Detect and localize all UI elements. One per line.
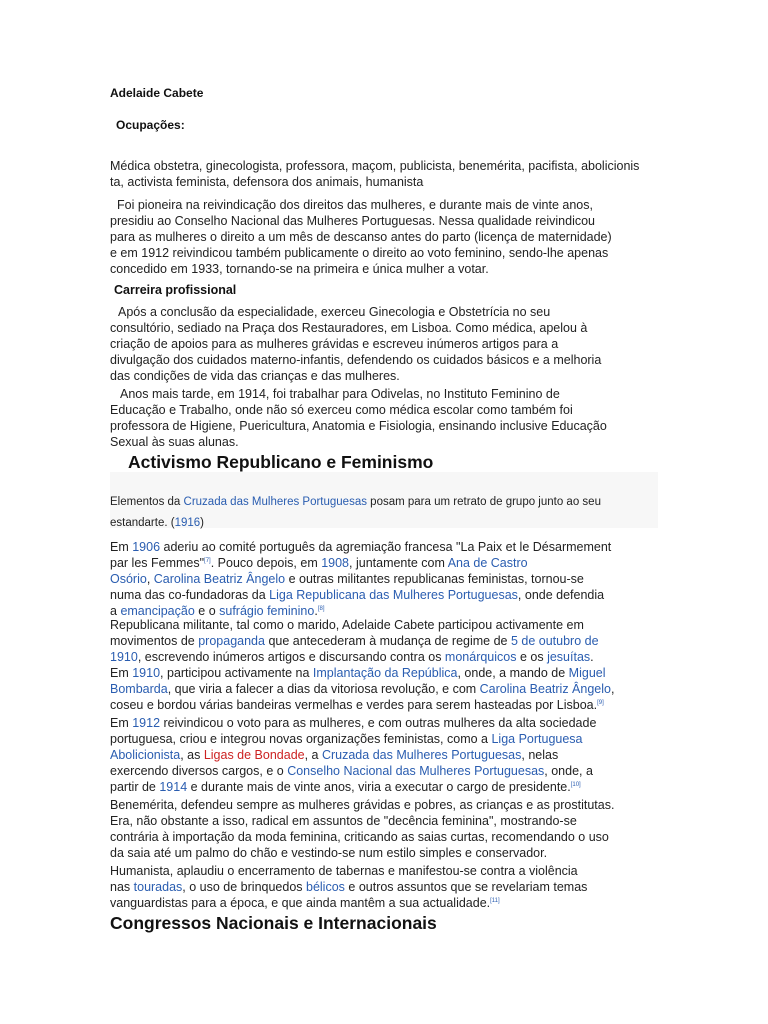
text: .: [314, 604, 318, 618]
caption-line: [110, 513, 658, 534]
text-line: [110, 697, 660, 713]
text: portuguesa, criou e integrou novas organizações feministas, como a: [110, 732, 492, 746]
text-line: Anos mais tarde, em 1914, foi trabalhar para Odivelas, no Instituto Feminino de: [120, 387, 560, 401]
link-propaganda[interactable]: propaganda: [198, 634, 265, 648]
reference-9[interactable]: [9]: [597, 699, 604, 706]
text-line: Educação e Trabalho, onde não só exerceu como médica escolar como também foi: [110, 403, 573, 417]
text: , onde, a mando de: [457, 666, 569, 680]
text: e outras militantes republicanas feministas, tornou-se: [285, 572, 584, 586]
link-bombarda[interactable]: Bombarda: [110, 682, 168, 696]
caption-line: [110, 492, 658, 513]
activism-paragraph-4: [110, 797, 660, 861]
activism-heading: Activismo Republicano e Feminismo: [128, 452, 434, 472]
text: , o uso de brinquedos: [182, 880, 306, 894]
link-abolicionista[interactable]: Abolicionista: [110, 748, 181, 762]
link-1912[interactable]: 1912: [132, 716, 161, 730]
link-osorio[interactable]: Osório: [110, 572, 147, 586]
link-5-de-outubro[interactable]: 5 de outubro de: [510, 634, 599, 648]
text-line: [110, 665, 660, 681]
caption-text: posam para um retrato de grupo junto ao seu: [366, 496, 601, 508]
link-miguel-bombarda[interactable]: Miguel: [568, 666, 606, 680]
link-liga-portuguesa[interactable]: Liga Portuguesa: [491, 732, 583, 746]
text-line: divulgação dos cuidados materno-infantis, defendendo os cuidados básicos e a melhoria: [110, 353, 602, 367]
text: , juntamente com: [349, 556, 448, 570]
reference-7[interactable]: [7]: [204, 557, 211, 564]
link-1910[interactable]: 1910: [110, 650, 138, 664]
text-line: criação de apoios para as mulheres grávidas e escreveu inúmeros artigos para a: [110, 337, 559, 351]
link-belicos[interactable]: bélicos: [306, 880, 345, 894]
text-line: [110, 633, 660, 649]
image-caption: [110, 492, 658, 534]
text: a: [110, 604, 121, 618]
link-cruzada[interactable]: Cruzada das Mulheres Portuguesas: [321, 748, 522, 762]
text-line: Benemérita, defendeu sempre as mulheres grávidas e pobres, as crianças e as prostitutas.: [110, 798, 615, 812]
link-implantacao-republica[interactable]: Implantação da República: [312, 666, 458, 680]
caption-text: ): [200, 517, 205, 529]
link-1914[interactable]: 1914: [159, 780, 188, 794]
link-ana-de-castro[interactable]: Ana de Castro: [447, 556, 528, 570]
career-paragraph-2: [110, 386, 660, 450]
text-line: da saia até um palmo do chão e vestindo-se num estilo simples e conservador.: [110, 846, 548, 860]
link-carolina-beatriz-angelo[interactable]: Carolina Beatriz Ângelo: [153, 572, 286, 586]
text-line: [110, 779, 660, 795]
text: par les Femmes": [110, 556, 205, 570]
text-line: e em 1912 reivindicou também publicamente o direito ao voto feminino, sendo-lhe apenas: [110, 246, 609, 260]
text: nas: [110, 880, 134, 894]
text-line: [110, 587, 660, 603]
text-line: Republicana militante, tal como o marido, Adelaide Cabete participou activamente em: [110, 618, 584, 632]
text-line: [110, 895, 660, 911]
text-line: professora de Higiene, Puericultura, Anatomia e Fisiologia, ensinando inclusive Educação: [110, 419, 607, 433]
text-line: consultório, sediado na Praça dos Restauradores, em Lisboa. Como médica, apelou à: [110, 321, 588, 335]
text: e os: [516, 650, 548, 664]
text: e outros assuntos que se revelariam temas: [344, 880, 588, 894]
reference-11[interactable]: [11]: [490, 897, 500, 904]
congress-heading: Congressos Nacionais e Internacionais: [110, 913, 437, 933]
activism-paragraph-2: [110, 617, 660, 713]
text-line: [110, 555, 660, 571]
text: vanguardistas para a época, e que ainda mantêm a sua actualidade.: [110, 896, 491, 910]
text-line: Após a conclusão da especialidade, exerceu Ginecologia e Obstetrícia no seu: [118, 305, 551, 319]
text: numa das co-fundadoras da: [110, 588, 270, 602]
text: partir de: [110, 780, 160, 794]
occupations-text: [110, 158, 660, 190]
page-title: Adelaide Cabete: [110, 86, 204, 100]
text: e durante mais de vinte anos, viria a executar o cargo de presidente.: [187, 780, 571, 794]
text: , as: [180, 748, 204, 762]
text: . Pouco depois, em: [210, 556, 322, 570]
text: ,: [146, 572, 154, 586]
text: e o: [194, 604, 220, 618]
text: Em: [110, 666, 133, 680]
text-line: [110, 747, 660, 763]
link-cruzada[interactable]: Cruzada das Mulheres Portuguesas: [183, 496, 367, 508]
text-line: [110, 879, 660, 895]
link-1910[interactable]: 1910: [132, 666, 161, 680]
link-1906[interactable]: 1906: [132, 540, 161, 554]
text: , escrevendo inúmeros artigos e discursando contra os: [137, 650, 445, 664]
text-line: Era, não obstante a isso, radical em assuntos de "decência feminina", mostrando-se: [110, 814, 577, 828]
link-monarquicos[interactable]: monárquicos: [444, 650, 517, 664]
link-touradas[interactable]: touradas: [133, 880, 183, 894]
link-emancipacao[interactable]: emancipação: [120, 604, 195, 618]
text: , que viria a falecer a dias da vitoriosa revolução, e com: [167, 682, 480, 696]
text-line: Sexual às suas alunas.: [110, 435, 239, 449]
text: coseu e bordou várias bandeiras vermelhas e verdes para serem hasteadas por Lisboa.: [110, 698, 598, 712]
text: que antecederam à mudança de regime de: [264, 634, 511, 648]
text-line: presidiu ao Conselho Nacional das Mulheres Portuguesas. Nessa qualidade reivindicou: [110, 214, 596, 228]
occupations-label: Ocupações:: [116, 118, 185, 132]
text: , a: [304, 748, 322, 762]
text: .: [590, 650, 594, 664]
link-liga-republicana[interactable]: Liga Republicana das Mulheres Portuguesas: [269, 588, 518, 602]
activism-paragraph-3: [110, 715, 660, 795]
link-carolina-beatriz-angelo[interactable]: Carolina Beatriz Ângelo: [479, 682, 611, 696]
link-conselho-nacional[interactable]: Conselho Nacional das Mulheres Portuguesas: [287, 764, 545, 778]
link-1916[interactable]: 1916: [174, 517, 201, 529]
text-line: [110, 539, 660, 555]
text-line: [110, 571, 660, 587]
caption-text: Elementos da: [110, 496, 184, 508]
link-ligas-de-bondade[interactable]: Ligas de Bondade: [203, 748, 305, 762]
text-line: das condições de vida das crianças e das mulheres.: [110, 369, 400, 383]
text-line: [110, 715, 660, 731]
text: Em: [110, 716, 133, 730]
career-paragraph-1: [110, 304, 660, 384]
occupations-line: Médica obstetra, ginecologista, professora, maçom, publicista, benemérita, pacifista, abolicionis: [110, 159, 640, 173]
reference-10[interactable]: [10]: [570, 781, 581, 788]
text-line: Foi pioneira na reivindicação dos direitos das mulheres, e durante mais de vinte anos,: [117, 198, 593, 212]
activism-paragraph-1: [110, 539, 660, 619]
text: , onde defendia: [517, 588, 605, 602]
text: exercendo diversos cargos, e o: [110, 764, 288, 778]
career-heading: Carreira profissional: [114, 283, 237, 297]
activism-paragraph-5: [110, 863, 660, 911]
link-sufragio-feminino[interactable]: sufrágio feminino: [219, 604, 315, 618]
text: reivindicou o voto para as mulheres, e com outras mulheres da alta sociedade: [160, 716, 597, 730]
text-line: [110, 731, 660, 747]
text: , nelas: [521, 748, 559, 762]
text-line: contrária à importação da moda feminina, criticando as saias curtas, recomendando o uso: [110, 830, 609, 844]
text: , onde, a: [544, 764, 593, 778]
text: , participou activamente na: [160, 666, 313, 680]
text: movimentos de: [110, 634, 199, 648]
occupations-line: ta, activista feminista, defensora dos animais, humanista: [110, 175, 424, 189]
text-line: Humanista, aplaudiu o encerramento de tabernas e manifestou-se contra a violência: [110, 864, 578, 878]
text-line: [110, 649, 660, 665]
text: aderiu ao comité português da agremiação francesa "La Paix et le Désarmement: [160, 540, 612, 554]
link-1908[interactable]: 1908: [321, 556, 350, 570]
caption-text: estandarte. (: [110, 517, 175, 529]
text: ,: [610, 682, 615, 696]
intro-paragraph: [110, 197, 660, 277]
text-line: [110, 763, 660, 779]
text-line: [110, 681, 660, 697]
link-jesuitas[interactable]: jesuítas: [547, 650, 591, 664]
text-line: para as mulheres o direito a um mês de descanso antes do parto (licença de maternidade): [110, 230, 612, 244]
text: Em: [110, 540, 133, 554]
reference-8[interactable]: [8]: [317, 605, 325, 612]
text-line: concedido em 1933, tornando-se na primeira e única mulher a votar.: [110, 262, 489, 276]
